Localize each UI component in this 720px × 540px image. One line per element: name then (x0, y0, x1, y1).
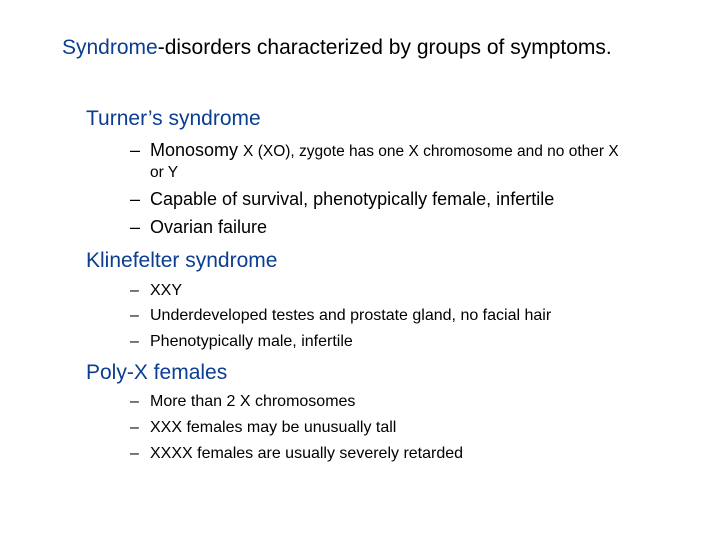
section-heading-turner: Turner’s syndrome (86, 107, 261, 130)
bullet-klinefelter-1 (130, 282, 182, 300)
bullet-text: XXXX females are usually severely retarded (150, 445, 464, 462)
bullet-text: Capable of survival, phenotypically female, infertile (150, 189, 555, 209)
dash: – (130, 393, 139, 410)
dash: – (130, 140, 141, 160)
dash: – (130, 445, 139, 462)
dash: – (130, 189, 141, 209)
bullet-text: XXY (150, 282, 183, 299)
slide-title (62, 36, 612, 60)
bullet-text: Phenotypically male, infertile (150, 333, 353, 350)
bullet-text: X (XO), zygote has one X chromosome and no other X (243, 143, 619, 160)
bullet-klinefelter-2 (130, 307, 551, 325)
bullet-text: Underdeveloped testes and prostate gland, no facial hair (150, 307, 552, 324)
bullet-text: XXX females may be unusually tall (150, 419, 397, 436)
dash: – (130, 419, 139, 436)
title-term: Syndrome (62, 36, 158, 59)
bullet-turner-2 (130, 189, 554, 210)
section-heading-klinefelter: Klinefelter syndrome (86, 249, 278, 272)
section-heading-poly-x: Poly-X females (86, 361, 228, 384)
bullet-poly-x-3 (130, 445, 463, 463)
bullet-poly-x-1 (130, 393, 355, 411)
bullet-turner-3 (130, 217, 267, 238)
bullet-text: Ovarian failure (150, 217, 268, 237)
dash: – (130, 217, 141, 237)
bullet-lead: Monosomy (150, 140, 244, 160)
bullet-poly-x-2 (130, 419, 396, 437)
bullet-text: More than 2 X chromosomes (150, 393, 356, 410)
dash: – (130, 307, 139, 324)
bullet-klinefelter-3 (130, 333, 353, 351)
bullet-turner-1-cont: or Y (150, 164, 179, 181)
dash: – (130, 333, 139, 350)
bullet-turner-1 (130, 140, 619, 161)
dash: – (130, 282, 139, 299)
title-rest: -disorders characterized by groups of symptoms. (157, 36, 612, 59)
